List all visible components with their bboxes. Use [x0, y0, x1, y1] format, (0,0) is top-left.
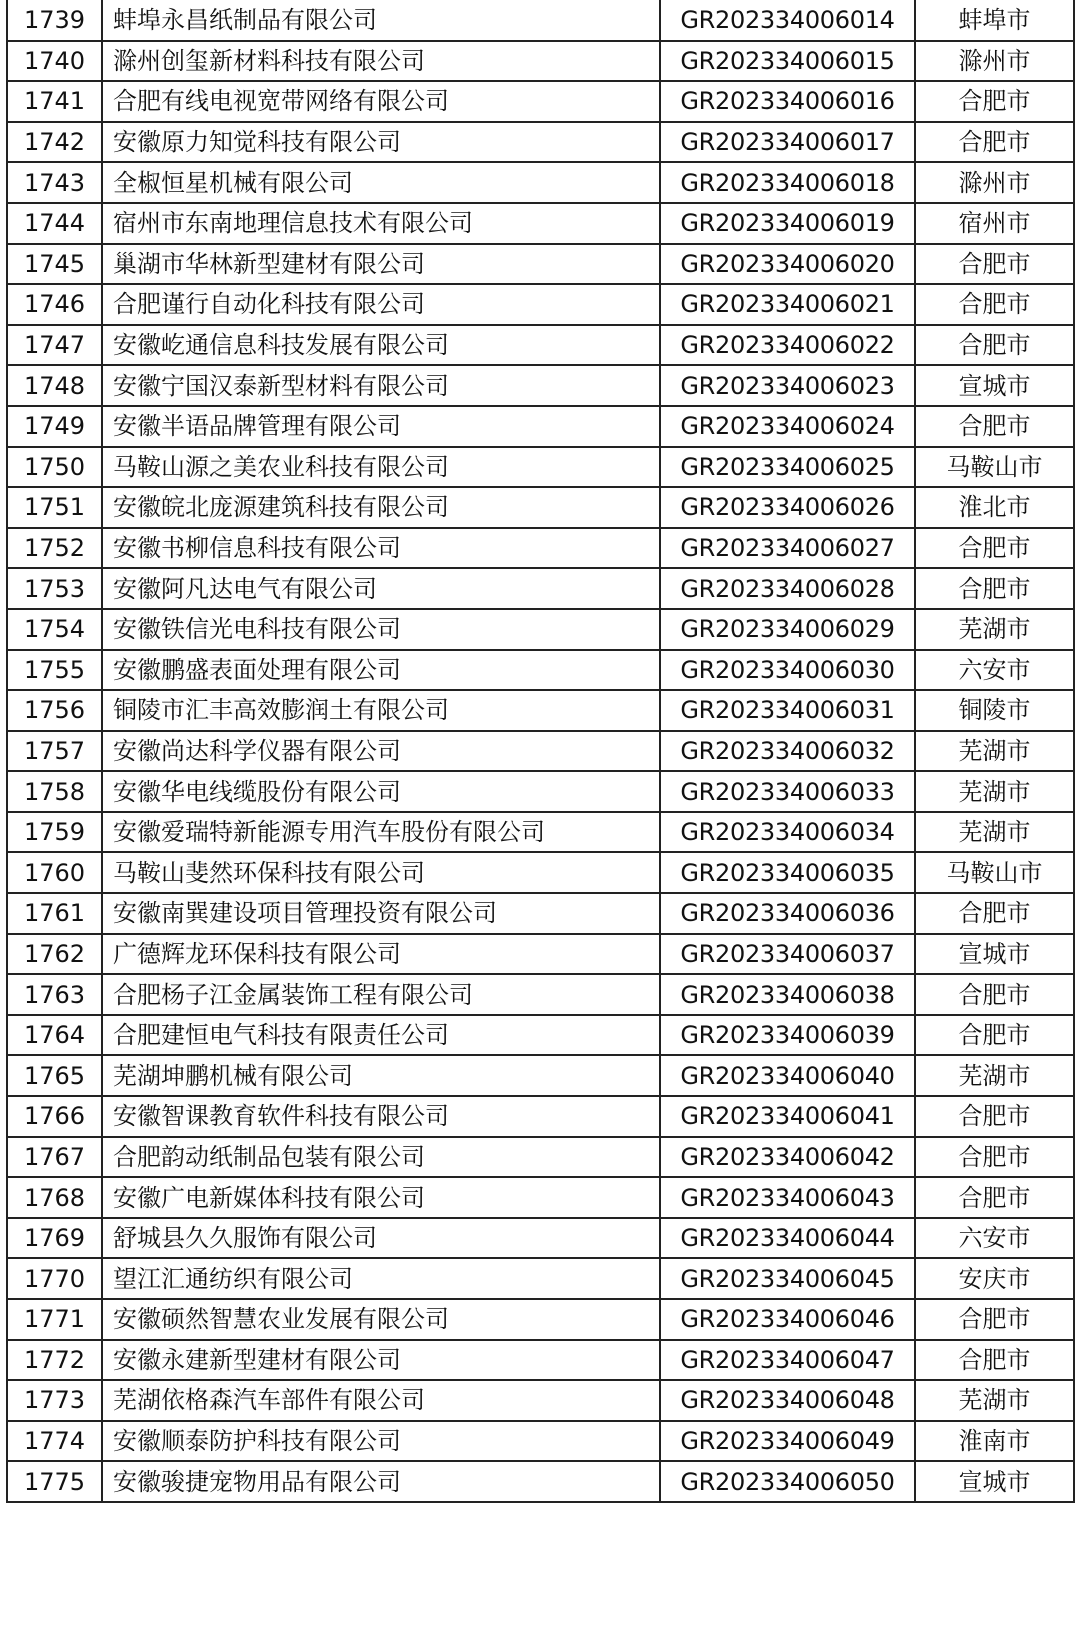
- city-cell: 安庆市: [915, 1258, 1074, 1299]
- company-name-cell: 合肥韵动纸制品包装有限公司: [102, 1137, 660, 1178]
- city-cell: 合肥市: [915, 528, 1074, 569]
- certificate-number-cell: GR202334006043: [660, 1177, 915, 1218]
- company-name-cell: 合肥有线电视宽带网络有限公司: [102, 81, 660, 122]
- company-name-cell: 安徽阿凡达电气有限公司: [102, 568, 660, 609]
- city-cell: 六安市: [915, 1218, 1074, 1259]
- company-name-cell: 安徽永建新型建材有限公司: [102, 1340, 660, 1381]
- company-list-table-container: [6, 0, 1073, 1503]
- table-row: [7, 1055, 1074, 1096]
- city-cell: 宣城市: [915, 365, 1074, 406]
- company-name-cell: 望江汇通纺织有限公司: [102, 1258, 660, 1299]
- certificate-number-cell: GR202334006022: [660, 325, 915, 366]
- certificate-number-cell: GR202334006026: [660, 487, 915, 528]
- company-name-cell: 安徽半语品牌管理有限公司: [102, 406, 660, 447]
- table-row: [7, 1137, 1074, 1178]
- company-name-cell: 巢湖市华林新型建材有限公司: [102, 244, 660, 285]
- certificate-number-cell: GR202334006014: [660, 0, 915, 41]
- city-cell: 芜湖市: [915, 812, 1074, 853]
- certificate-number-cell: GR202334006015: [660, 41, 915, 82]
- table-row: [7, 487, 1074, 528]
- table-row: [7, 731, 1074, 772]
- company-name-cell: 安徽尚达科学仪器有限公司: [102, 731, 660, 772]
- certificate-number-cell: GR202334006039: [660, 1015, 915, 1056]
- certificate-number-cell: GR202334006020: [660, 244, 915, 285]
- row-number-cell: 1740: [7, 41, 102, 82]
- city-cell: 合肥市: [915, 568, 1074, 609]
- certificate-number-cell: GR202334006021: [660, 284, 915, 325]
- company-name-cell: 安徽屹通信息科技发展有限公司: [102, 325, 660, 366]
- table-row: [7, 974, 1074, 1015]
- row-number-cell: 1746: [7, 284, 102, 325]
- city-cell: 滁州市: [915, 162, 1074, 203]
- city-cell: 合肥市: [915, 1096, 1074, 1137]
- certificate-number-cell: GR202334006030: [660, 650, 915, 691]
- city-cell: 六安市: [915, 650, 1074, 691]
- table-row: [7, 893, 1074, 934]
- row-number-cell: 1766: [7, 1096, 102, 1137]
- city-cell: 宣城市: [915, 934, 1074, 975]
- certificate-number-cell: GR202334006036: [660, 893, 915, 934]
- certificate-number-cell: GR202334006016: [660, 81, 915, 122]
- row-number-cell: 1764: [7, 1015, 102, 1056]
- city-cell: 合肥市: [915, 325, 1074, 366]
- row-number-cell: 1739: [7, 0, 102, 41]
- city-cell: 蚌埠市: [915, 0, 1074, 41]
- table-row: [7, 1380, 1074, 1421]
- certificate-number-cell: GR202334006024: [660, 406, 915, 447]
- certificate-number-cell: GR202334006028: [660, 568, 915, 609]
- certificate-number-cell: GR202334006038: [660, 974, 915, 1015]
- row-number-cell: 1751: [7, 487, 102, 528]
- city-cell: 芜湖市: [915, 1055, 1074, 1096]
- row-number-cell: 1753: [7, 568, 102, 609]
- city-cell: 合肥市: [915, 81, 1074, 122]
- row-number-cell: 1758: [7, 771, 102, 812]
- company-name-cell: 安徽皖北庞源建筑科技有限公司: [102, 487, 660, 528]
- certificate-number-cell: GR202334006040: [660, 1055, 915, 1096]
- row-number-cell: 1767: [7, 1137, 102, 1178]
- table-row: [7, 852, 1074, 893]
- table-row: [7, 1258, 1074, 1299]
- city-cell: 芜湖市: [915, 731, 1074, 772]
- table-row: [7, 203, 1074, 244]
- table-row: [7, 406, 1074, 447]
- row-number-cell: 1748: [7, 365, 102, 406]
- company-name-cell: 合肥建恒电气科技有限责任公司: [102, 1015, 660, 1056]
- company-name-cell: 安徽宁国汉泰新型材料有限公司: [102, 365, 660, 406]
- company-list-table: [6, 0, 1075, 1503]
- company-name-cell: 全椒恒星机械有限公司: [102, 162, 660, 203]
- table-row: [7, 568, 1074, 609]
- certificate-number-cell: GR202334006017: [660, 122, 915, 163]
- row-number-cell: 1755: [7, 650, 102, 691]
- city-cell: 合肥市: [915, 1137, 1074, 1178]
- table-row: [7, 447, 1074, 488]
- certificate-number-cell: GR202334006037: [660, 934, 915, 975]
- table-row: [7, 81, 1074, 122]
- city-cell: 宣城市: [915, 1461, 1074, 1502]
- table-row: [7, 1177, 1074, 1218]
- city-cell: 合肥市: [915, 1177, 1074, 1218]
- certificate-number-cell: GR202334006025: [660, 447, 915, 488]
- row-number-cell: 1754: [7, 609, 102, 650]
- company-name-cell: 安徽骏捷宠物用品有限公司: [102, 1461, 660, 1502]
- company-name-cell: 安徽顺泰防护科技有限公司: [102, 1421, 660, 1462]
- city-cell: 合肥市: [915, 122, 1074, 163]
- city-cell: 合肥市: [915, 1299, 1074, 1340]
- company-name-cell: 广德辉龙环保科技有限公司: [102, 934, 660, 975]
- row-number-cell: 1750: [7, 447, 102, 488]
- company-name-cell: 铜陵市汇丰高效膨润土有限公司: [102, 690, 660, 731]
- company-name-cell: 安徽智课教育软件科技有限公司: [102, 1096, 660, 1137]
- company-name-cell: 马鞍山源之美农业科技有限公司: [102, 447, 660, 488]
- row-number-cell: 1760: [7, 852, 102, 893]
- row-number-cell: 1741: [7, 81, 102, 122]
- row-number-cell: 1771: [7, 1299, 102, 1340]
- company-name-cell: 舒城县久久服饰有限公司: [102, 1218, 660, 1259]
- certificate-number-cell: GR202334006044: [660, 1218, 915, 1259]
- table-row: [7, 41, 1074, 82]
- certificate-number-cell: GR202334006035: [660, 852, 915, 893]
- certificate-number-cell: GR202334006050: [660, 1461, 915, 1502]
- row-number-cell: 1749: [7, 406, 102, 447]
- certificate-number-cell: GR202334006029: [660, 609, 915, 650]
- table-row: [7, 1015, 1074, 1056]
- city-cell: 淮北市: [915, 487, 1074, 528]
- certificate-number-cell: GR202334006042: [660, 1137, 915, 1178]
- table-row: [7, 609, 1074, 650]
- certificate-number-cell: GR202334006045: [660, 1258, 915, 1299]
- row-number-cell: 1765: [7, 1055, 102, 1096]
- table-row: [7, 162, 1074, 203]
- table-row: [7, 284, 1074, 325]
- company-name-cell: 安徽书柳信息科技有限公司: [102, 528, 660, 569]
- company-name-cell: 安徽广电新媒体科技有限公司: [102, 1177, 660, 1218]
- city-cell: 铜陵市: [915, 690, 1074, 731]
- row-number-cell: 1774: [7, 1421, 102, 1462]
- company-name-cell: 芜湖依格森汽车部件有限公司: [102, 1380, 660, 1421]
- row-number-cell: 1757: [7, 731, 102, 772]
- row-number-cell: 1747: [7, 325, 102, 366]
- table-row: [7, 1461, 1074, 1502]
- company-name-cell: 芜湖坤鹏机械有限公司: [102, 1055, 660, 1096]
- company-name-cell: 合肥杨子江金属装饰工程有限公司: [102, 974, 660, 1015]
- city-cell: 合肥市: [915, 974, 1074, 1015]
- row-number-cell: 1775: [7, 1461, 102, 1502]
- certificate-number-cell: GR202334006049: [660, 1421, 915, 1462]
- company-name-cell: 安徽铁信光电科技有限公司: [102, 609, 660, 650]
- table-row: [7, 365, 1074, 406]
- city-cell: 合肥市: [915, 1015, 1074, 1056]
- row-number-cell: 1745: [7, 244, 102, 285]
- company-name-cell: 滁州创玺新材料科技有限公司: [102, 41, 660, 82]
- city-cell: 合肥市: [915, 284, 1074, 325]
- certificate-number-cell: GR202334006032: [660, 731, 915, 772]
- table-row: [7, 690, 1074, 731]
- row-number-cell: 1768: [7, 1177, 102, 1218]
- city-cell: 合肥市: [915, 1340, 1074, 1381]
- certificate-number-cell: GR202334006018: [660, 162, 915, 203]
- company-name-cell: 安徽鹏盛表面处理有限公司: [102, 650, 660, 691]
- company-name-cell: 蚌埠永昌纸制品有限公司: [102, 0, 660, 41]
- city-cell: 淮南市: [915, 1421, 1074, 1462]
- row-number-cell: 1761: [7, 893, 102, 934]
- table-row: [7, 771, 1074, 812]
- row-number-cell: 1742: [7, 122, 102, 163]
- row-number-cell: 1772: [7, 1340, 102, 1381]
- company-name-cell: 安徽南巽建设项目管理投资有限公司: [102, 893, 660, 934]
- city-cell: 芜湖市: [915, 609, 1074, 650]
- city-cell: 宿州市: [915, 203, 1074, 244]
- row-number-cell: 1759: [7, 812, 102, 853]
- company-name-cell: 安徽华电线缆股份有限公司: [102, 771, 660, 812]
- certificate-number-cell: GR202334006047: [660, 1340, 915, 1381]
- company-name-cell: 安徽爱瑞特新能源专用汽车股份有限公司: [102, 812, 660, 853]
- table-row: [7, 812, 1074, 853]
- certificate-number-cell: GR202334006034: [660, 812, 915, 853]
- certificate-number-cell: GR202334006048: [660, 1380, 915, 1421]
- table-row: [7, 1340, 1074, 1381]
- certificate-number-cell: GR202334006019: [660, 203, 915, 244]
- table-row: [7, 1299, 1074, 1340]
- row-number-cell: 1743: [7, 162, 102, 203]
- city-cell: 马鞍山市: [915, 447, 1074, 488]
- row-number-cell: 1763: [7, 974, 102, 1015]
- table-row: [7, 1421, 1074, 1462]
- table-row: [7, 122, 1074, 163]
- certificate-number-cell: GR202334006046: [660, 1299, 915, 1340]
- certificate-number-cell: GR202334006023: [660, 365, 915, 406]
- company-name-cell: 安徽原力知觉科技有限公司: [102, 122, 660, 163]
- company-name-cell: 宿州市东南地理信息技术有限公司: [102, 203, 660, 244]
- table-row: [7, 0, 1074, 41]
- company-name-cell: 合肥谨行自动化科技有限公司: [102, 284, 660, 325]
- city-cell: 马鞍山市: [915, 852, 1074, 893]
- row-number-cell: 1769: [7, 1218, 102, 1259]
- row-number-cell: 1752: [7, 528, 102, 569]
- city-cell: 芜湖市: [915, 1380, 1074, 1421]
- city-cell: 合肥市: [915, 893, 1074, 934]
- table-row: [7, 934, 1074, 975]
- certificate-number-cell: GR202334006033: [660, 771, 915, 812]
- certificate-number-cell: GR202334006031: [660, 690, 915, 731]
- row-number-cell: 1773: [7, 1380, 102, 1421]
- table-row: [7, 244, 1074, 285]
- table-row: [7, 1096, 1074, 1137]
- city-cell: 合肥市: [915, 244, 1074, 285]
- row-number-cell: 1756: [7, 690, 102, 731]
- city-cell: 合肥市: [915, 406, 1074, 447]
- city-cell: 滁州市: [915, 41, 1074, 82]
- company-name-cell: 马鞍山斐然环保科技有限公司: [102, 852, 660, 893]
- city-cell: 芜湖市: [915, 771, 1074, 812]
- certificate-number-cell: GR202334006041: [660, 1096, 915, 1137]
- table-row: [7, 650, 1074, 691]
- table-row: [7, 1218, 1074, 1259]
- row-number-cell: 1770: [7, 1258, 102, 1299]
- company-name-cell: 安徽硕然智慧农业发展有限公司: [102, 1299, 660, 1340]
- table-row: [7, 325, 1074, 366]
- table-row: [7, 528, 1074, 569]
- certificate-number-cell: GR202334006027: [660, 528, 915, 569]
- row-number-cell: 1762: [7, 934, 102, 975]
- table-body: [7, 0, 1074, 1502]
- row-number-cell: 1744: [7, 203, 102, 244]
